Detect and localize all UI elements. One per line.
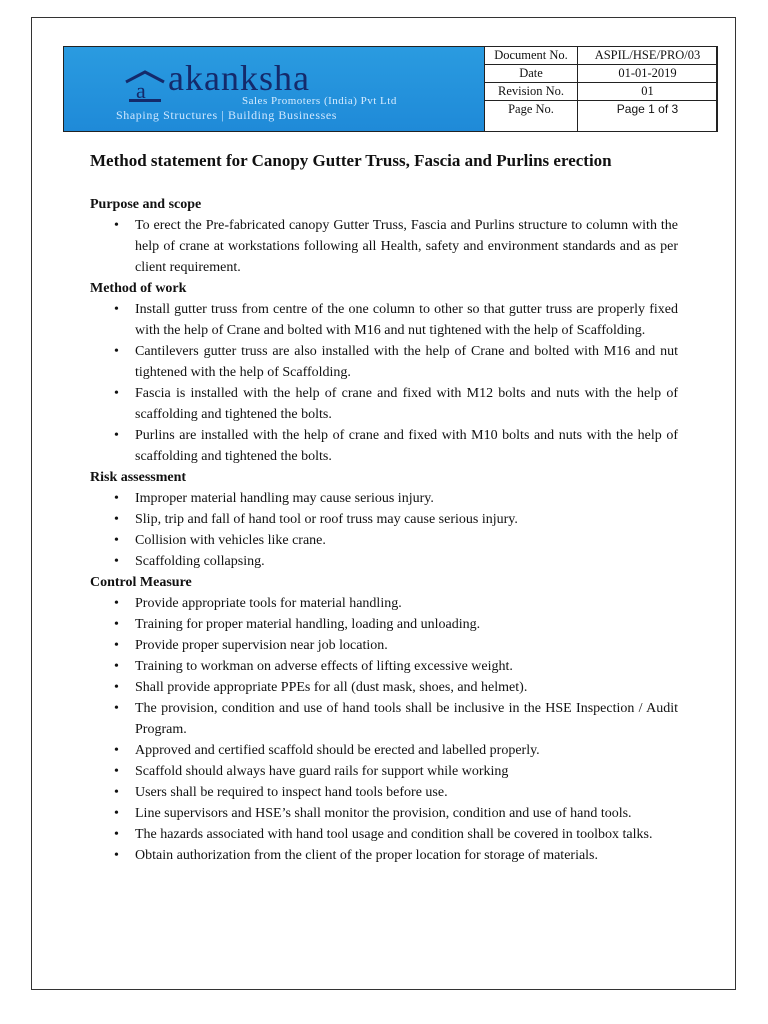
bullet-icon: •	[114, 302, 119, 317]
meta-row	[485, 101, 718, 132]
bullet-icon: •	[114, 491, 119, 506]
list-item	[114, 635, 678, 656]
section	[90, 194, 678, 278]
document-meta-table	[484, 46, 718, 132]
bullet-icon: •	[114, 680, 119, 695]
list-item-text: Fascia is installed with the help of crane and fixed with M12 bolts and nuts with the help of scaffolding and tightened the bolts.	[135, 386, 678, 422]
document-body	[90, 150, 678, 866]
section	[90, 572, 678, 866]
meta-value: 01-01-2019	[578, 65, 718, 83]
list-item	[114, 824, 678, 845]
list-item-text: Collision with vehicles like crane.	[135, 533, 326, 548]
bullet-icon: •	[114, 596, 119, 611]
meta-label: Revision No.	[485, 83, 578, 101]
list-item	[114, 593, 678, 614]
list-item-text: Purlins are installed with the help of crane and fixed with M10 bolts and nuts with the help of scaffolding and tightened the bolts.	[135, 428, 678, 464]
list-item	[114, 845, 678, 866]
house-logo-icon	[124, 69, 166, 105]
list-item	[114, 509, 678, 530]
list-item	[114, 656, 678, 677]
section-heading: Control Measure	[90, 575, 192, 590]
bullet-list	[90, 299, 678, 467]
bullet-icon: •	[114, 638, 119, 653]
list-item-text: Shall provide appropriate PPEs for all (dust mask, shoes, and helmet).	[135, 680, 528, 695]
bullet-icon: •	[114, 617, 119, 632]
bullet-icon: •	[114, 827, 119, 842]
list-item	[114, 803, 678, 824]
list-item	[114, 341, 678, 383]
list-item	[114, 488, 678, 509]
meta-row	[485, 83, 718, 101]
list-item	[114, 677, 678, 698]
list-item	[114, 299, 678, 341]
list-item	[114, 215, 678, 278]
section-heading: Risk assessment	[90, 470, 187, 485]
list-item	[114, 782, 678, 803]
bullet-icon: •	[114, 848, 119, 863]
list-item-text: Approved and certified scaffold should be erected and labelled properly.	[135, 743, 540, 758]
bullet-icon: •	[114, 386, 119, 401]
company-tagline: Shaping Structures | Building Businesses	[116, 108, 338, 122]
meta-value: 01	[578, 83, 718, 101]
bullet-icon: •	[114, 428, 119, 443]
list-item-text: The provision, condition and use of hand tools shall be inclusive in the HSE Inspection / Audit Program.	[135, 701, 678, 737]
list-item	[114, 530, 678, 551]
section-heading: Purpose and scope	[90, 197, 202, 212]
bullet-icon: •	[114, 764, 119, 779]
document-title: Method statement for Canopy Gutter Truss, Fascia and Purlins erection	[90, 151, 612, 170]
bullet-icon: •	[114, 512, 119, 527]
list-item-text: The hazards associated with hand tool usage and condition shall be covered in toolbox talks.	[135, 827, 653, 842]
bullet-icon: •	[114, 533, 119, 548]
list-item	[114, 698, 678, 740]
list-item-text: Obtain authorization from the client of the proper location for storage of materials.	[135, 848, 599, 863]
bullet-icon: •	[114, 785, 119, 800]
list-item-text: Training to workman on adverse effects of lifting excessive weight.	[135, 659, 513, 674]
bullet-icon: •	[114, 743, 119, 758]
list-item-text: Slip, trip and fall of hand tool or roof truss may cause serious injury.	[135, 512, 518, 527]
list-item	[114, 614, 678, 635]
bullet-icon: •	[114, 554, 119, 569]
list-item-text: Line supervisors and HSE’s shall monitor the provision, condition and use of hand tools.	[135, 806, 632, 821]
list-item-text: To erect the Pre-fabricated canopy Gutter Truss, Fascia and Purlins structure to column with the help of crane at workstations following all Health, safety and environment standards and as per client requirement.	[135, 218, 678, 275]
brand-name: akanksha	[168, 58, 310, 98]
list-item-text: Training for proper material handling, loading and unloading.	[135, 617, 481, 632]
list-item	[114, 425, 678, 467]
bullet-icon: •	[114, 218, 119, 233]
company-logo	[64, 47, 485, 131]
document-header	[63, 46, 717, 132]
list-item-text: Users shall be required to inspect hand tools before use.	[135, 785, 448, 800]
section-heading: Method of work	[90, 281, 187, 296]
bullet-list	[90, 488, 678, 572]
meta-label: Document No.	[485, 47, 578, 65]
meta-label: Date	[485, 65, 578, 83]
list-item-text: Scaffold should always have guard rails for support while working	[135, 764, 509, 779]
company-subtitle: Sales Promoters (India) Pvt Ltd	[242, 95, 397, 107]
bullet-list	[90, 593, 678, 866]
meta-value: Page 1 of 3	[578, 101, 718, 132]
meta-value: ASPIL/HSE/PRO/03	[578, 47, 718, 65]
list-item-text: Provide appropriate tools for material handling.	[135, 596, 402, 611]
bullet-icon: •	[114, 806, 119, 821]
list-item	[114, 740, 678, 761]
bullet-icon: •	[114, 659, 119, 674]
list-item	[114, 383, 678, 425]
bullet-icon: •	[114, 344, 119, 359]
list-item-text: Install gutter truss from centre of the one column to other so that gutter truss are properly fixed with the help of Crane and bolted with M16 and nut tightened with the help of Scaffolding.	[135, 302, 678, 338]
section	[90, 467, 678, 572]
section	[90, 278, 678, 467]
list-item	[114, 551, 678, 572]
meta-row	[485, 65, 718, 83]
list-item-text: Scaffolding collapsing.	[135, 554, 265, 569]
meta-row	[485, 47, 718, 65]
bullet-list	[90, 215, 678, 278]
list-item-text: Cantilevers gutter truss are also installed with the help of Crane and bolted with M16 and nut tightened with the help of Scaffolding.	[135, 344, 678, 380]
list-item	[114, 761, 678, 782]
list-item-text: Improper material handling may cause serious injury.	[135, 491, 434, 506]
svg-text:a: a	[136, 78, 146, 103]
bullet-icon: •	[114, 701, 119, 716]
list-item-text: Provide proper supervision near job location.	[135, 638, 388, 653]
meta-label: Page No.	[485, 101, 578, 132]
